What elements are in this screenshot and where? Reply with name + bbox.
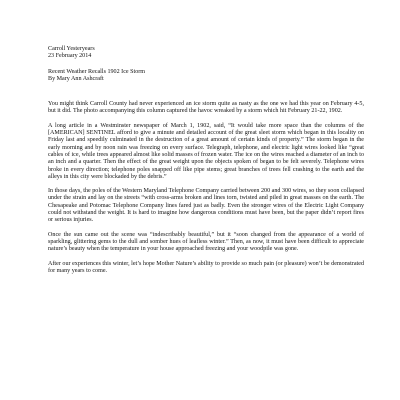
article-headline: Recent Weather Recalls 1902 Ice Storm: [48, 68, 146, 75]
article-byline: By Mary Ann Ashcraft: [48, 75, 104, 82]
paragraph-2: A long article in a Westminster newspaper of March 1, 1902, said, “It would take more space than the columns of the [AMERICAN] SENTINEL afford to give a minute and detailed account of the great sleet storm which began in this locality on Friday last and speedily culminated in the destruction of a great amount of certain kinds of property.” The storm began in the early morning and by noon rain was freezing on every surface. Telegraph, telephone, and electric light wires looked like “great cables of ice, while trees appeared almost like solid masses of frozen water. The ice on the wires reached a diameter of an inch to an inch and a quarter. Then the effect of the great weight upon the objects spoken of began to be felt severely. Telephone wires broke in every direction; telephone poles snapped off like pipe stems; great branches of trees fell crashing to the earth and the alleys in this city were blockaded by the debris.”: [48, 122, 364, 180]
column-date: 23 February 2014: [48, 53, 92, 60]
column-name: Carroll Yesteryears: [48, 46, 95, 52]
paragraph-1: You might think Carroll County had never experienced an ice storm quite as nasty as the one we had this year on February 4-5, but it did. The photo accompanying this column captured the havoc wreaked by a storm which hit February 21-22, 1902.: [48, 101, 364, 115]
paragraph-5: After our experiences this winter, let’s hope Mother Nature’s ability to provide so much pain (or pleasure) won’t be demonstrated for many years to come.: [48, 260, 364, 274]
paragraph-4: Once the sun came out the scene was “indescribably beautiful,” but it “soon changed from the appearance of a world of sparkling, glittering gems to the dull and somber hues of leafless winter.” Then, as now, it must have been difficult to appreciate nature’s beauty when the temperature in your house approached freezing and your woodpile was gone.: [48, 231, 364, 253]
article: [48, 46, 364, 275]
paragraph-3: In those days, the poles of the Western Maryland Telephone Company carried between 200 and 300 wires, so they soon collapsed under the strain and lay on the streets “with cross-arms broken and lines torn, twisted and piled in great masses on the earth. The Chesapeake and Potomac Telephone Company lines fared just as badly. Even the stronger wires of the Electric Light Company could not withstand the weight. It is hard to imagine how dangerous conditions must have been, but the paper didn’t report fires or serious injuries.: [48, 188, 364, 224]
